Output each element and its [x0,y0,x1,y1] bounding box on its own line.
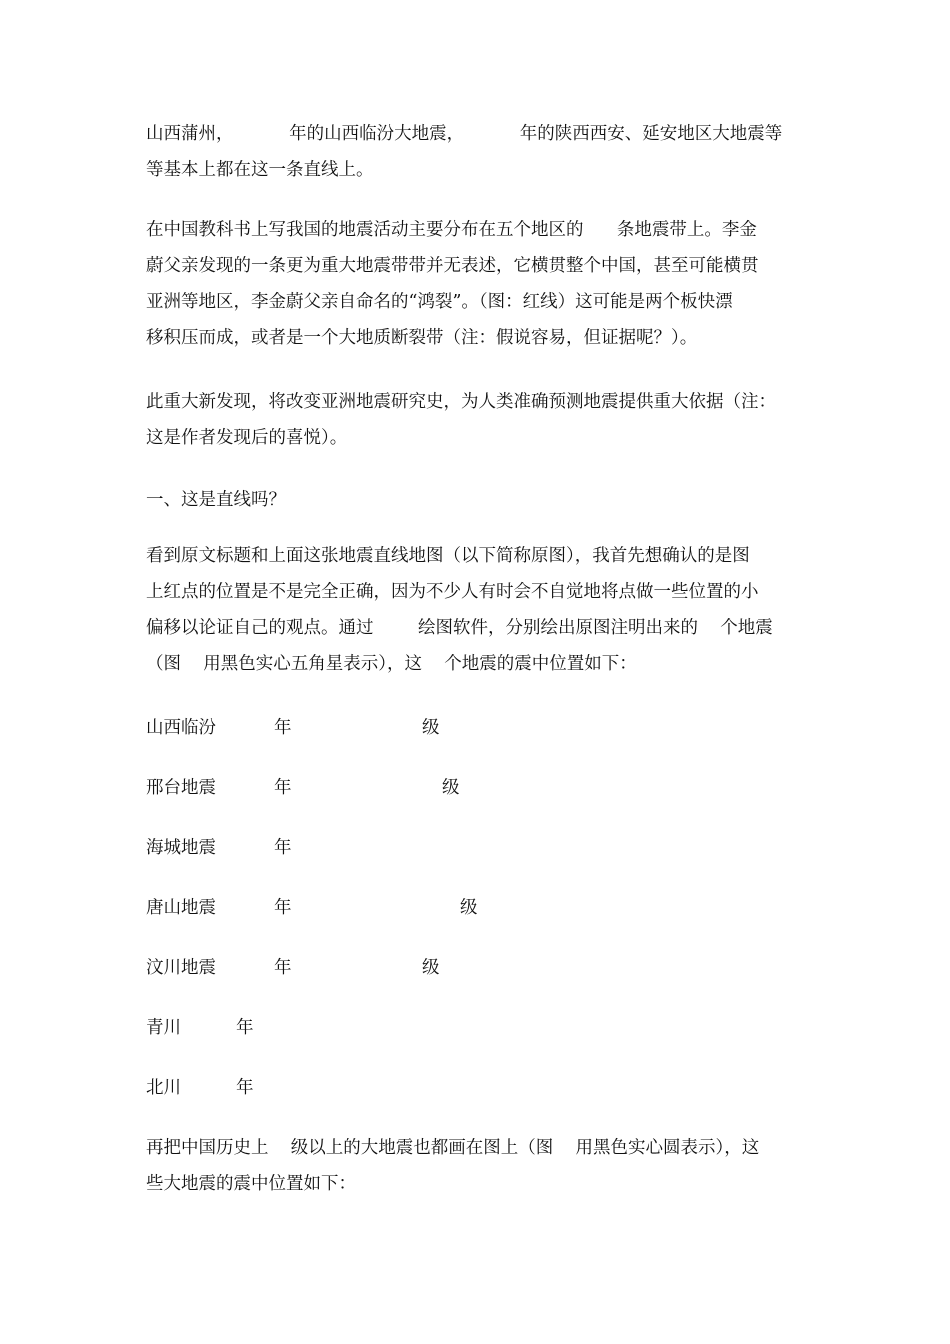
paragraph-seismic-belt [146,212,812,356]
paragraph-discovery [146,384,812,456]
heading-text: 一、这是直线吗？ [146,490,286,510]
text-line: 偏移以论证自己的观点。通过 绘图软件，分别绘出原图注明出来的 个地震 [146,618,773,638]
text-line: 移积压而成，或者是一个大地质断裂带（注：假说容易，但证据呢？）。 [146,328,698,348]
text-line: 山西蒲州， 年的山西临汾大地震， 年的陕西西安、延安地区大地震等 [146,124,783,144]
text-line: （图 用黑色实心五角星表示），这 个地震的震中位置如下： [146,654,637,674]
section-heading [146,482,812,518]
text-line: 这是作者发现后的喜悦）。 [146,428,348,448]
text-line: 亚洲等地区，李金蔚父亲自命名的“鸿裂”。（图：红线）这可能是两个板快漂 [146,292,733,312]
quake-year: 年 [274,718,292,738]
quake-year: 年 [274,838,292,858]
text-line: 在中国教科书上写我国的地震活动主要分布在五个地区的 条地震带上。李金 [146,220,757,240]
quake-name: 山西临汾 [146,718,216,738]
paragraph-historical-quakes [146,116,812,188]
text-line: 上红点的位置是不是完全正确，因为不少人有时会不自觉地将点做一些位置的小 [146,582,759,602]
quake-level: 级 [422,958,440,978]
text-line: 蔚父亲发现的一条更为重大地震带带并无表述，它横贯整个中国，甚至可能横贯 [146,256,759,276]
quake-name: 青川 [146,1018,181,1038]
quake-year: 年 [236,1018,254,1038]
text-line: 此重大新发现，将改变亚洲地震研究史，为人类准确预测地震提供重大依据（注： [146,392,776,412]
quake-year: 年 [236,1078,254,1098]
paragraph-verification [146,538,812,682]
quake-name: 海城地震 [146,838,216,858]
quake-year: 年 [274,898,292,918]
quake-name: 北川 [146,1078,181,1098]
text-line: 看到原文标题和上面这张地震直线地图（以下简称原图），我首先想确认的是图 [146,546,750,566]
quake-level: 级 [442,778,460,798]
quake-name: 邢台地震 [146,778,216,798]
quake-level: 级 [460,898,478,918]
text-line: 再把中国历史上 级以上的大地震也都画在图上（图 用黑色实心圆表示），这 [146,1138,760,1158]
paragraph-historical-list-intro [146,1130,812,1202]
quake-year: 年 [274,958,292,978]
quake-name: 唐山地震 [146,898,216,918]
text-line: 些大地震的震中位置如下： [146,1174,356,1194]
quake-level: 级 [422,718,440,738]
text-line: 等基本上都在这一条直线上。 [146,160,374,180]
quake-year: 年 [274,778,292,798]
quake-name: 汶川地震 [146,958,216,978]
